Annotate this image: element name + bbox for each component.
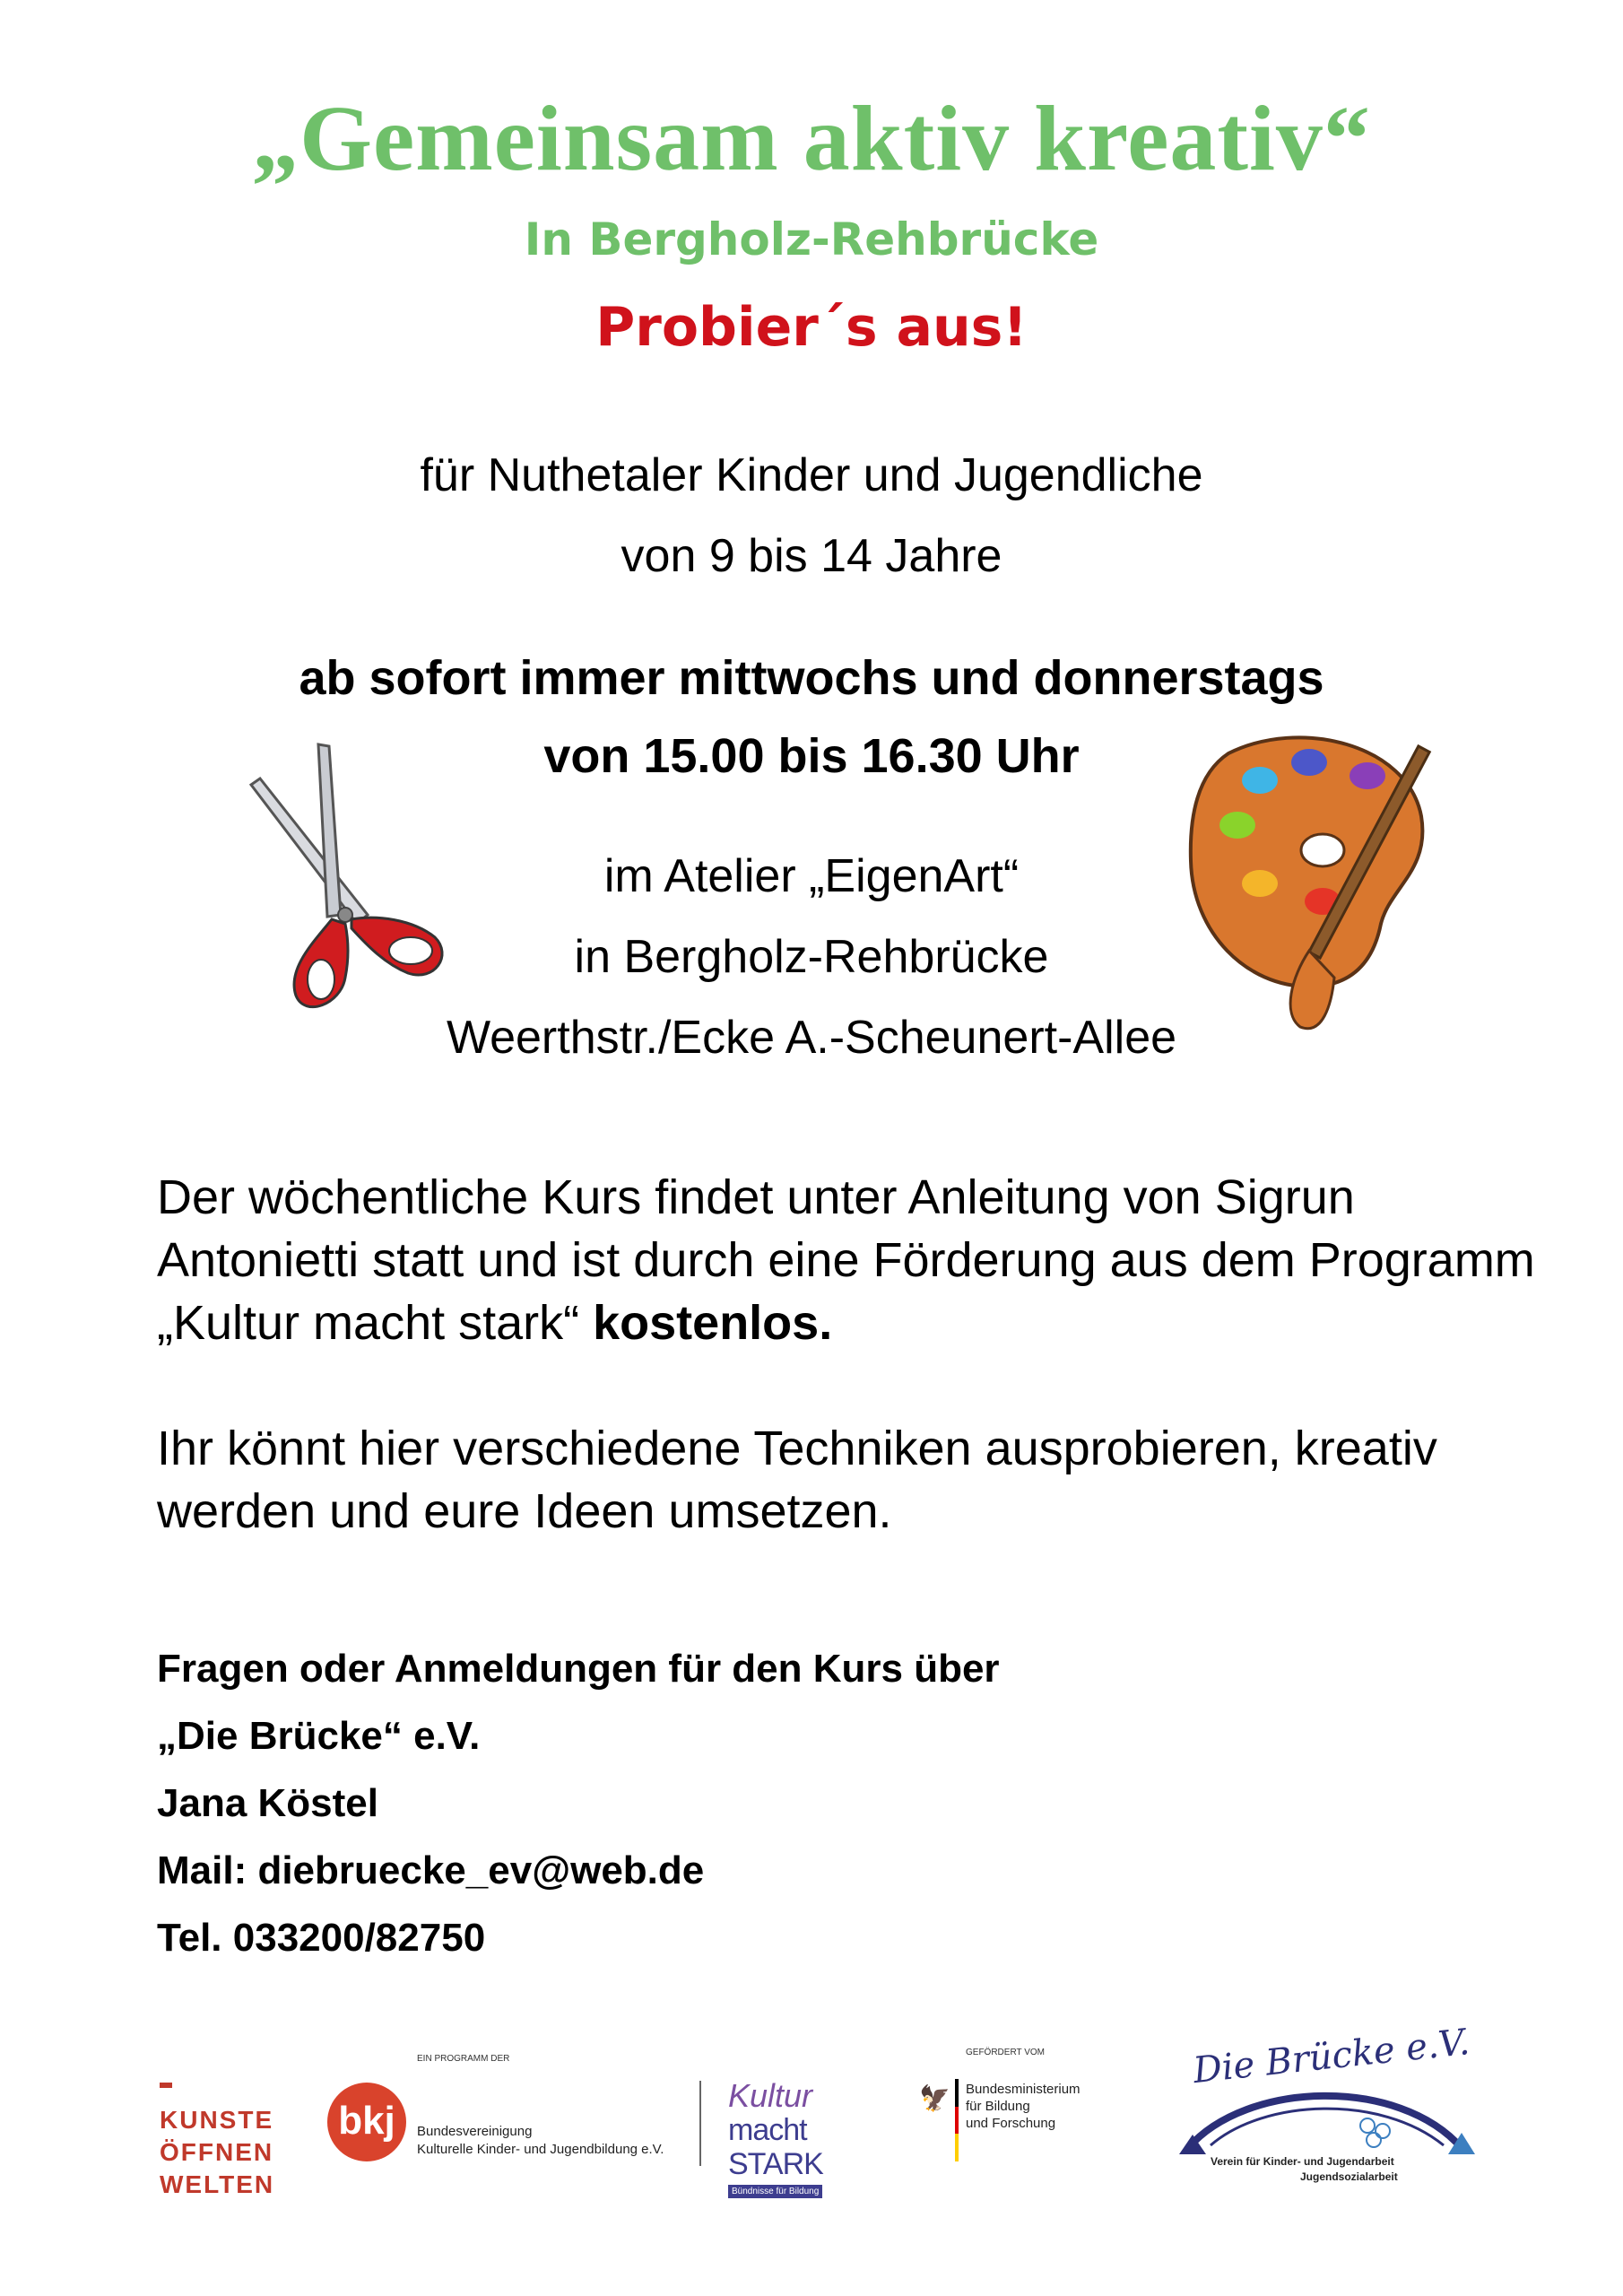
course-description <box>157 1166 1556 1354</box>
contact-phone: Tel. 033200/82750 <box>157 1916 486 1960</box>
kms-line-1: Kultur <box>728 2077 813 2114</box>
kms-line-2: macht STARK <box>728 2113 823 2181</box>
bmbf-line-3: und Forschung <box>966 2116 1056 2131</box>
contact-intro: Fragen oder Anmeldungen für den Kurs über <box>157 1647 1000 1691</box>
die-bruecke-logo <box>1175 2021 1480 2188</box>
contact-person: Jana Köstel <box>157 1781 378 1825</box>
kow-line-1: KUNSTE <box>160 2106 274 2134</box>
bmbf-logo <box>910 2048 1107 2173</box>
logo-divider <box>699 2081 701 2166</box>
location-line-3: Weerthstr./Ecke A.-Scheunert-Allee <box>446 1012 1177 1064</box>
bruecke-subtitle-1: Verein für Kinder- und Jugendarbeit <box>1211 2155 1394 2168</box>
poster-subtitle: In Bergholz-Rehbrücke <box>524 213 1099 265</box>
bkj-mark: bkj <box>327 2083 406 2161</box>
kms-line-3: Bündnisse für Bildung <box>728 2185 822 2198</box>
kultur-macht-stark-logo <box>728 2079 890 2198</box>
poster-title: „Gemeinsam aktiv kreativ“ <box>252 87 1371 190</box>
bridge-icon <box>1175 2072 1480 2157</box>
audience-line-2: von 9 bis 14 Jahre <box>621 530 1002 582</box>
kuenste-oeffnen-welten-logo <box>160 2083 276 2201</box>
course-ideas: Ihr könnt hier verschiedene Techniken ausprobieren, kreativ werden und eure Ideen umsetzen. <box>157 1422 1437 1538</box>
german-flag-icon <box>955 2079 959 2161</box>
bkj-logo <box>327 2054 686 2188</box>
location-line-1: im Atelier „EigenArt“ <box>603 850 1020 902</box>
bruecke-title: Die Brücke e.V. <box>1191 2021 1472 2092</box>
course-description-text: Der wöchentliche Kurs findet unter Anleitung von Sigrun Antonietti statt und ist durch eine Förderung aus dem Programm „Kultur macht stark“ <box>157 1170 1535 1350</box>
logo-dash <box>160 2083 172 2088</box>
bmbf-funded-label: GEFÖRDERT VOM <box>966 2048 1045 2057</box>
bkj-name-2: Kulturelle Kinder- und Jugendbildung e.V. <box>417 2142 664 2157</box>
course-free-label: kostenlos. <box>593 1296 833 1350</box>
bkj-name-1: Bundesvereinigung <box>417 2124 533 2139</box>
schedule-days: ab sofort immer mittwochs und donnerstags <box>299 651 1324 705</box>
poster-tagline: Probier´s aus! <box>595 296 1028 359</box>
location-line-2: in Bergholz-Rehbrücke <box>574 931 1049 983</box>
audience-line-1: für Nuthetaler Kinder und Jugendliche <box>420 449 1203 501</box>
contact-organization: „Die Brücke“ e.V. <box>157 1714 481 1758</box>
contact-mail: Mail: diebruecke_ev@web.de <box>157 1848 705 1892</box>
bruecke-subtitle-2: Jugendsozialarbeit <box>1300 2170 1398 2183</box>
bkj-program-label: EIN PROGRAMM DER <box>417 2054 510 2064</box>
schedule-time: von 15.00 bis 16.30 Uhr <box>543 729 1080 783</box>
kow-line-2: ÖFFNEN <box>160 2138 274 2166</box>
bmbf-line-2: für Bildung <box>966 2099 1030 2114</box>
federal-eagle-icon: 🦅 <box>919 2084 950 2112</box>
kow-line-3: WELTEN <box>160 2170 275 2198</box>
bmbf-line-1: Bundesministerium <box>966 2082 1081 2097</box>
